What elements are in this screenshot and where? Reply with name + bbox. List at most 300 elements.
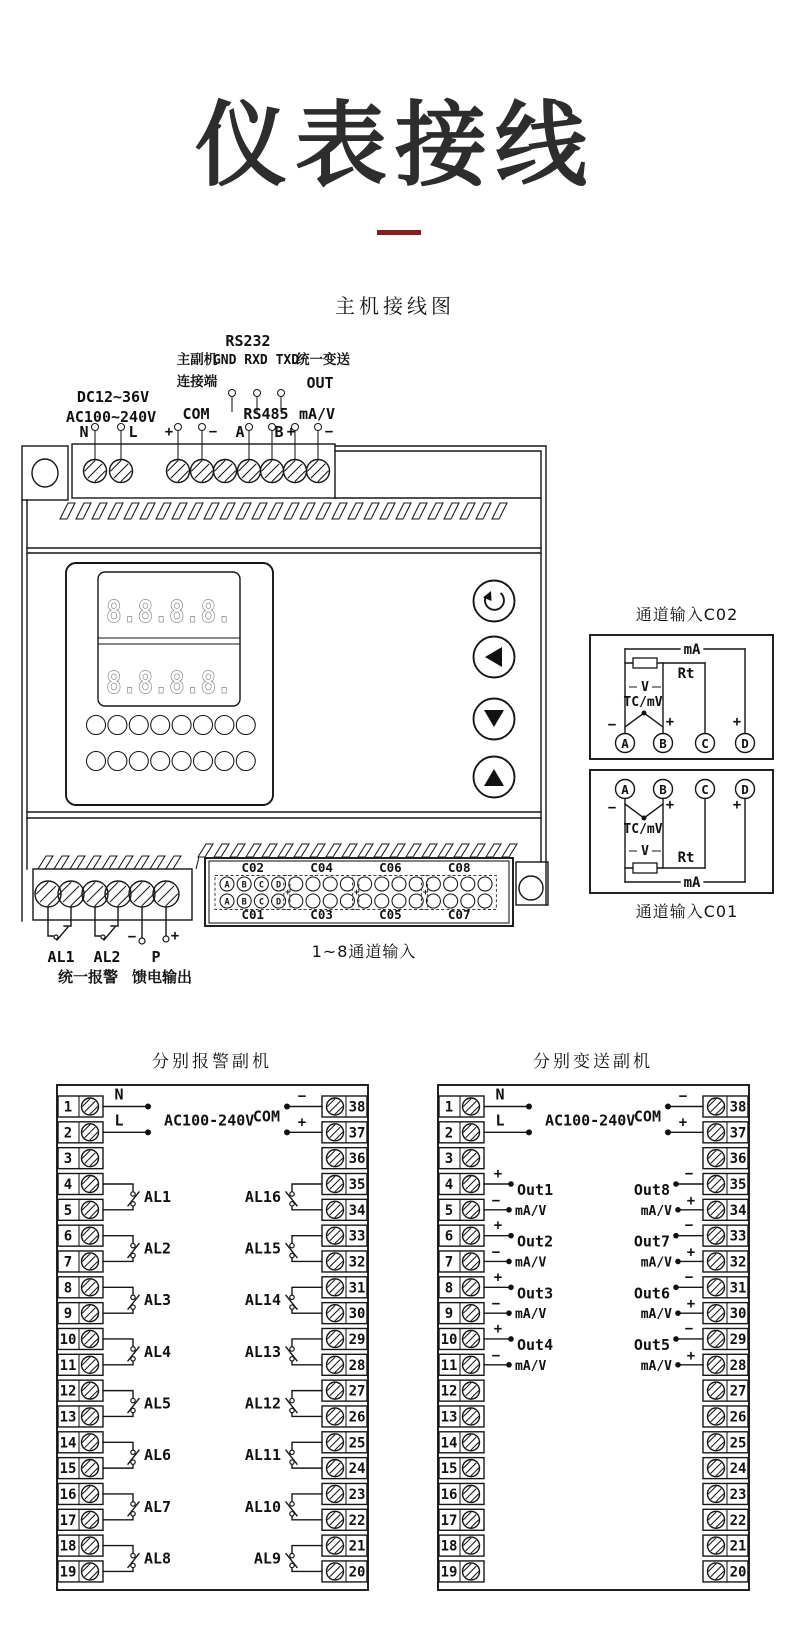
terminal-number: 18 bbox=[440, 1538, 458, 1555]
terminal-number: 5 bbox=[63, 1202, 73, 1219]
relay-label: AL11 bbox=[244, 1446, 281, 1465]
channel-pin-letter: B bbox=[241, 897, 247, 908]
terminal-number: 13 bbox=[440, 1409, 458, 1426]
relay-label: AL6 bbox=[144, 1446, 172, 1465]
led-indicator bbox=[87, 716, 106, 735]
switch-contact bbox=[131, 1398, 135, 1402]
switch-contact bbox=[290, 1243, 294, 1247]
terminal-number: 18 bbox=[59, 1538, 77, 1555]
link-label: 主副机 bbox=[176, 352, 218, 368]
plus-label: + bbox=[493, 1165, 503, 1182]
terminal-number: 6 bbox=[444, 1228, 454, 1245]
switch-contact bbox=[101, 935, 105, 939]
left-edge bbox=[22, 500, 27, 921]
output-unit-label: mA/V bbox=[515, 1307, 547, 1323]
minus-label: − bbox=[208, 424, 218, 440]
link-label: 连接端 bbox=[176, 374, 218, 390]
channel-group-outline bbox=[284, 876, 359, 910]
led-indicator bbox=[194, 716, 213, 735]
terminal-letter: D bbox=[741, 782, 749, 797]
led-indicator bbox=[129, 716, 148, 735]
junction-dot bbox=[508, 1233, 514, 1239]
rs232-label: RS232 bbox=[225, 332, 271, 350]
plus-label: + bbox=[297, 1114, 307, 1131]
channel-group-outline bbox=[421, 876, 496, 910]
output-label: Out8 bbox=[633, 1180, 670, 1199]
wire bbox=[48, 907, 53, 936]
terminal-number: 13 bbox=[59, 1409, 77, 1426]
terminal-number: 1 bbox=[444, 1099, 454, 1116]
a-label: A bbox=[235, 423, 245, 441]
wire bbox=[103, 1184, 133, 1192]
terminal-number: 22 bbox=[729, 1512, 747, 1529]
mount-hole bbox=[32, 459, 58, 487]
terminal-number: 4 bbox=[444, 1176, 454, 1193]
channel-label: C07 bbox=[447, 907, 471, 922]
channel-label: C04 bbox=[310, 860, 333, 875]
terminal-number: 31 bbox=[348, 1280, 366, 1297]
ac-power-label: AC100~240V bbox=[65, 408, 157, 426]
channel-pin bbox=[461, 877, 475, 891]
com-label: COM bbox=[633, 1107, 661, 1126]
junction-dot bbox=[673, 1336, 679, 1342]
terminal-number: 7 bbox=[444, 1254, 454, 1271]
wire bbox=[103, 1361, 133, 1365]
junction-dot bbox=[506, 1207, 512, 1213]
junction-dot bbox=[675, 1207, 681, 1213]
terminal-letter: C bbox=[701, 782, 709, 797]
v-label: V bbox=[641, 680, 649, 695]
terminal-number: 26 bbox=[348, 1409, 366, 1426]
wire bbox=[103, 1412, 133, 1416]
terminal-number: 16 bbox=[440, 1486, 458, 1503]
channel-pin bbox=[306, 894, 320, 908]
mav-label: mA/V bbox=[298, 405, 336, 423]
terminal-number: 10 bbox=[59, 1331, 77, 1348]
relay-label: AL12 bbox=[244, 1394, 281, 1413]
wire bbox=[103, 1236, 133, 1244]
terminal-number: 37 bbox=[729, 1125, 747, 1142]
channel-pin-letter: C bbox=[258, 897, 264, 908]
mount-box bbox=[516, 862, 548, 905]
voltage-label: AC100-240V bbox=[545, 1111, 636, 1130]
junction-dot bbox=[665, 1104, 671, 1110]
terminal-number: 8 bbox=[444, 1280, 454, 1297]
terminal-number: 30 bbox=[729, 1306, 747, 1323]
minus-label: − bbox=[324, 424, 334, 440]
channel-label: C03 bbox=[310, 907, 333, 922]
switch-blade bbox=[57, 927, 68, 940]
relay-label: AL8 bbox=[144, 1549, 172, 1568]
output-pin bbox=[139, 938, 145, 944]
channel-label: C06 bbox=[379, 860, 402, 875]
unified-alarm-label: 统一报警 bbox=[57, 968, 119, 986]
terminal-number: 29 bbox=[729, 1331, 747, 1348]
output-label: Out7 bbox=[633, 1232, 670, 1251]
wire-pin bbox=[278, 390, 285, 397]
plus-label: + bbox=[732, 797, 742, 813]
dc-power-label: DC12~36V bbox=[76, 388, 150, 406]
plus-label: + bbox=[678, 1114, 688, 1131]
relay-label: AL4 bbox=[144, 1342, 172, 1361]
wire-pin bbox=[175, 424, 182, 431]
junction-dot bbox=[145, 1129, 151, 1135]
terminal-number: 31 bbox=[729, 1280, 747, 1297]
shunt-resistor bbox=[633, 863, 657, 873]
terminal-number: 4 bbox=[63, 1176, 73, 1193]
output-label: Out4 bbox=[517, 1335, 554, 1354]
wire bbox=[292, 1464, 322, 1468]
minus-label: − bbox=[491, 1347, 501, 1364]
wire bbox=[292, 1236, 322, 1244]
junction-dot bbox=[526, 1129, 532, 1135]
out-label: OUT bbox=[306, 374, 334, 392]
output-label: Out1 bbox=[517, 1180, 554, 1199]
wire bbox=[103, 1339, 133, 1347]
wire-pin bbox=[246, 424, 253, 431]
wire bbox=[292, 1287, 322, 1295]
relay-label: AL3 bbox=[144, 1291, 172, 1310]
minus-label: − bbox=[607, 800, 617, 816]
switch-contact bbox=[131, 1347, 135, 1351]
output-label: Out3 bbox=[517, 1284, 554, 1303]
terminal-letter: B bbox=[659, 736, 667, 751]
plus-label: + bbox=[665, 797, 675, 813]
wire bbox=[95, 907, 100, 936]
terminal-number: 29 bbox=[348, 1331, 366, 1348]
terminal-number: 34 bbox=[348, 1202, 366, 1219]
terminal-number: 14 bbox=[440, 1435, 458, 1452]
output-unit-label: mA/V bbox=[640, 1255, 672, 1271]
channel-pin bbox=[289, 894, 303, 908]
channel-pin bbox=[358, 877, 372, 891]
terminal-number: 22 bbox=[348, 1512, 366, 1529]
terminal-number: 25 bbox=[348, 1435, 366, 1452]
wire bbox=[103, 1516, 133, 1520]
channel-pin bbox=[306, 877, 320, 891]
segment-display: 8.8.8.8. bbox=[106, 666, 232, 701]
plus-label: + bbox=[686, 1347, 696, 1364]
output-unit-label: mA/V bbox=[640, 1307, 672, 1323]
switch-contact bbox=[290, 1553, 294, 1557]
terminal-number: 24 bbox=[348, 1461, 366, 1478]
l-label: L bbox=[114, 1111, 124, 1130]
terminal-number: 15 bbox=[440, 1461, 458, 1478]
channel-label: C01 bbox=[241, 907, 265, 922]
terminal-number: 7 bbox=[63, 1254, 73, 1271]
plus-label: + bbox=[732, 714, 742, 730]
led-indicator bbox=[108, 752, 127, 771]
group-separator: + bbox=[422, 888, 428, 898]
terminal-number: 35 bbox=[729, 1176, 747, 1193]
voltage-label: AC100-240V bbox=[164, 1111, 255, 1130]
ma-label: mA bbox=[683, 642, 701, 658]
terminal-number: 17 bbox=[59, 1512, 77, 1529]
terminal-number: 36 bbox=[348, 1151, 366, 1168]
channel-pin bbox=[444, 877, 458, 891]
terminal-number: 12 bbox=[59, 1383, 77, 1400]
terminal-number: 12 bbox=[440, 1383, 458, 1400]
wire bbox=[292, 1309, 322, 1313]
feed-output-label: 馈电输出 bbox=[131, 968, 193, 986]
terminal-number: 9 bbox=[63, 1306, 73, 1323]
section-divider bbox=[27, 812, 541, 818]
terminal-number: 27 bbox=[729, 1383, 747, 1400]
main-diagram-title: 主机接线图 bbox=[335, 294, 455, 318]
wire bbox=[103, 1464, 133, 1468]
tc-label: TC/mV bbox=[623, 822, 663, 837]
minus-label: − bbox=[678, 1088, 688, 1105]
wire bbox=[292, 1412, 322, 1416]
slave-block-title: 分别报警副机 bbox=[152, 1052, 272, 1072]
output-unit-label: mA/V bbox=[515, 1358, 547, 1374]
wire bbox=[103, 1494, 133, 1502]
led-indicator bbox=[87, 752, 106, 771]
terminal-number: 16 bbox=[59, 1486, 77, 1503]
relay-label: AL16 bbox=[244, 1187, 281, 1206]
wire bbox=[292, 1516, 322, 1520]
relay-label: AL14 bbox=[244, 1291, 281, 1310]
wire bbox=[103, 1309, 133, 1313]
terminal-number: 23 bbox=[729, 1486, 747, 1503]
group-separator: + bbox=[285, 888, 291, 898]
led-indicator bbox=[151, 716, 170, 735]
terminal-number: 23 bbox=[348, 1486, 366, 1503]
led-indicator bbox=[215, 752, 234, 771]
output-label: Out5 bbox=[633, 1335, 670, 1354]
section-divider bbox=[27, 548, 541, 553]
mount-box bbox=[22, 446, 68, 500]
terminal-number: 20 bbox=[729, 1564, 747, 1581]
channel-c02-title: 通道输入C02 bbox=[635, 605, 739, 624]
terminal-number: 2 bbox=[444, 1125, 454, 1142]
terminal-number: 38 bbox=[348, 1099, 366, 1116]
plus-label: + bbox=[493, 1320, 503, 1337]
terminal-number: 19 bbox=[440, 1564, 458, 1581]
al1-label: AL1 bbox=[47, 948, 75, 966]
terminal-number: 21 bbox=[729, 1538, 747, 1555]
panel-button bbox=[474, 581, 515, 622]
output-unit-label: mA/V bbox=[515, 1203, 547, 1219]
channel-pin bbox=[289, 877, 303, 891]
wire bbox=[64, 907, 71, 926]
terminal-number: 1 bbox=[63, 1099, 73, 1116]
led-indicator bbox=[151, 752, 170, 771]
junction-dot bbox=[675, 1362, 681, 1368]
transmit-label: 统一变送 bbox=[296, 352, 350, 368]
terminal-number: 36 bbox=[729, 1151, 747, 1168]
down-arrow-icon bbox=[484, 710, 504, 727]
plus-label: + bbox=[286, 424, 296, 440]
wire bbox=[103, 1391, 133, 1399]
minus-label: − bbox=[491, 1244, 501, 1261]
vent-hatch bbox=[60, 503, 507, 519]
terminal-number: 11 bbox=[59, 1357, 77, 1374]
wire bbox=[103, 1442, 133, 1450]
vent-hatch bbox=[38, 856, 181, 869]
relay-label: AL10 bbox=[244, 1497, 281, 1516]
vent-hatch bbox=[198, 844, 517, 857]
switch-blade bbox=[104, 927, 115, 940]
output-label: Out6 bbox=[633, 1284, 670, 1303]
terminal-number: 3 bbox=[63, 1151, 73, 1168]
wire bbox=[103, 1257, 133, 1261]
channel-pin bbox=[392, 877, 406, 891]
display-divider bbox=[98, 638, 240, 644]
junction-dot bbox=[284, 1129, 290, 1135]
v-label: V bbox=[641, 844, 649, 859]
channel-group-outline bbox=[353, 876, 428, 910]
wire bbox=[292, 1339, 322, 1347]
junction-dot bbox=[526, 1104, 532, 1110]
page-title: 仪表接线 bbox=[194, 92, 595, 199]
wire bbox=[111, 907, 118, 926]
channel-pin-letter: D bbox=[276, 880, 282, 891]
switch-contact bbox=[290, 1347, 294, 1351]
junction-dot bbox=[673, 1181, 679, 1187]
channel-pin bbox=[392, 894, 406, 908]
output-label: Out2 bbox=[517, 1232, 554, 1251]
switch-contact bbox=[54, 935, 58, 939]
wire bbox=[292, 1184, 322, 1192]
left-arrow-icon bbox=[485, 647, 502, 667]
wire bbox=[103, 1546, 133, 1554]
terminal-number: 20 bbox=[348, 1564, 366, 1581]
junction-dot bbox=[506, 1310, 512, 1316]
switch-contact bbox=[131, 1192, 135, 1196]
terminal-letter: D bbox=[741, 736, 749, 751]
terminal-number: 28 bbox=[729, 1357, 747, 1374]
terminal-number: 14 bbox=[59, 1435, 77, 1452]
rt-label: Rt bbox=[677, 850, 695, 866]
terminal-number: 32 bbox=[348, 1254, 366, 1271]
junction-dot bbox=[508, 1285, 514, 1291]
terminal-number: 26 bbox=[729, 1409, 747, 1426]
n-label: N bbox=[79, 423, 89, 441]
al2-label: AL2 bbox=[93, 948, 121, 966]
terminal-letter: A bbox=[621, 736, 629, 751]
plus-label: + bbox=[686, 1244, 696, 1261]
terminal-number: 17 bbox=[440, 1512, 458, 1529]
wire bbox=[292, 1257, 322, 1261]
led-indicator bbox=[108, 716, 127, 735]
terminal-number: 38 bbox=[729, 1099, 747, 1116]
wire-pin bbox=[254, 390, 261, 397]
n-label: N bbox=[114, 1085, 124, 1104]
wire-pin bbox=[199, 424, 206, 431]
terminal-number: 21 bbox=[348, 1538, 366, 1555]
junction-dot bbox=[506, 1362, 512, 1368]
group-separator: + bbox=[354, 888, 360, 898]
led-indicator bbox=[172, 716, 191, 735]
channel-pin bbox=[426, 877, 440, 891]
channel-pin bbox=[426, 894, 440, 908]
junction-dot bbox=[506, 1259, 512, 1265]
plus-label: + bbox=[665, 714, 675, 730]
junction-dot bbox=[508, 1336, 514, 1342]
channel-pin bbox=[323, 877, 337, 891]
relay-label: AL2 bbox=[144, 1239, 172, 1258]
plus-label: + bbox=[686, 1192, 696, 1209]
plus-label: + bbox=[493, 1217, 503, 1234]
minus-label: − bbox=[684, 1269, 694, 1286]
switch-contact bbox=[290, 1295, 294, 1299]
switch-contact bbox=[131, 1502, 135, 1506]
relay-label: AL1 bbox=[144, 1187, 172, 1206]
terminal-number: 37 bbox=[348, 1125, 366, 1142]
output-unit-label: mA/V bbox=[515, 1255, 547, 1271]
terminal-number: 27 bbox=[348, 1383, 366, 1400]
l-label: L bbox=[128, 423, 138, 441]
channel-pin bbox=[478, 877, 492, 891]
switch-contact bbox=[290, 1502, 294, 1506]
bottom-terminal-strip bbox=[33, 869, 192, 920]
n-label: N bbox=[495, 1085, 505, 1104]
wire-pin bbox=[229, 390, 236, 397]
output-unit-label: mA/V bbox=[640, 1203, 672, 1219]
switch-contact bbox=[131, 1553, 135, 1557]
channel-c01-title: 通道输入C01 bbox=[635, 902, 739, 921]
output-pin bbox=[163, 936, 169, 942]
wire bbox=[103, 1206, 133, 1210]
junction-dot bbox=[508, 1181, 514, 1187]
channel-pin bbox=[375, 894, 389, 908]
minus-label: − bbox=[297, 1088, 307, 1105]
minus-label: − bbox=[127, 929, 137, 945]
ma-label: mA bbox=[683, 875, 701, 891]
terminal-letter: A bbox=[621, 782, 629, 797]
relay-label: AL7 bbox=[144, 1497, 172, 1516]
wire bbox=[292, 1391, 322, 1399]
relay-label: AL5 bbox=[144, 1394, 172, 1413]
rs232-pins-label: GND RXD TXD bbox=[212, 353, 300, 368]
led-indicator bbox=[194, 752, 213, 771]
channel-pin-letter: D bbox=[276, 897, 282, 908]
junction-dot bbox=[675, 1310, 681, 1316]
minus-label: − bbox=[491, 1192, 501, 1209]
wire bbox=[103, 1287, 133, 1295]
led-indicator bbox=[215, 716, 234, 735]
terminal-number: 15 bbox=[59, 1461, 77, 1478]
output-unit-label: mA/V bbox=[640, 1358, 672, 1374]
p-label: P bbox=[151, 948, 161, 966]
wire bbox=[292, 1206, 322, 1210]
junction-dot bbox=[665, 1129, 671, 1135]
segment-display: 8.8.8.8. bbox=[106, 595, 232, 630]
terminal-number: 32 bbox=[729, 1254, 747, 1271]
channel-pin-letter: A bbox=[224, 880, 230, 891]
shunt-resistor bbox=[633, 658, 657, 668]
wire bbox=[292, 1546, 322, 1554]
switch-contact bbox=[131, 1243, 135, 1247]
terminal-number: 9 bbox=[444, 1306, 454, 1323]
plus-label: + bbox=[493, 1269, 503, 1286]
junction-dot bbox=[675, 1259, 681, 1265]
up-arrow-icon bbox=[484, 769, 504, 786]
terminal-number: 5 bbox=[444, 1202, 454, 1219]
channel-pin bbox=[461, 894, 475, 908]
relay-label: AL15 bbox=[244, 1239, 281, 1258]
terminal-number: 25 bbox=[729, 1435, 747, 1452]
junction-dot bbox=[284, 1104, 290, 1110]
terminal-number: 28 bbox=[348, 1357, 366, 1374]
minus-label: − bbox=[684, 1217, 694, 1234]
switch-contact bbox=[290, 1450, 294, 1454]
rs485-label: RS485 bbox=[243, 405, 289, 423]
wire bbox=[292, 1494, 322, 1502]
wire bbox=[103, 1567, 133, 1571]
terminal-number: 33 bbox=[348, 1228, 366, 1245]
